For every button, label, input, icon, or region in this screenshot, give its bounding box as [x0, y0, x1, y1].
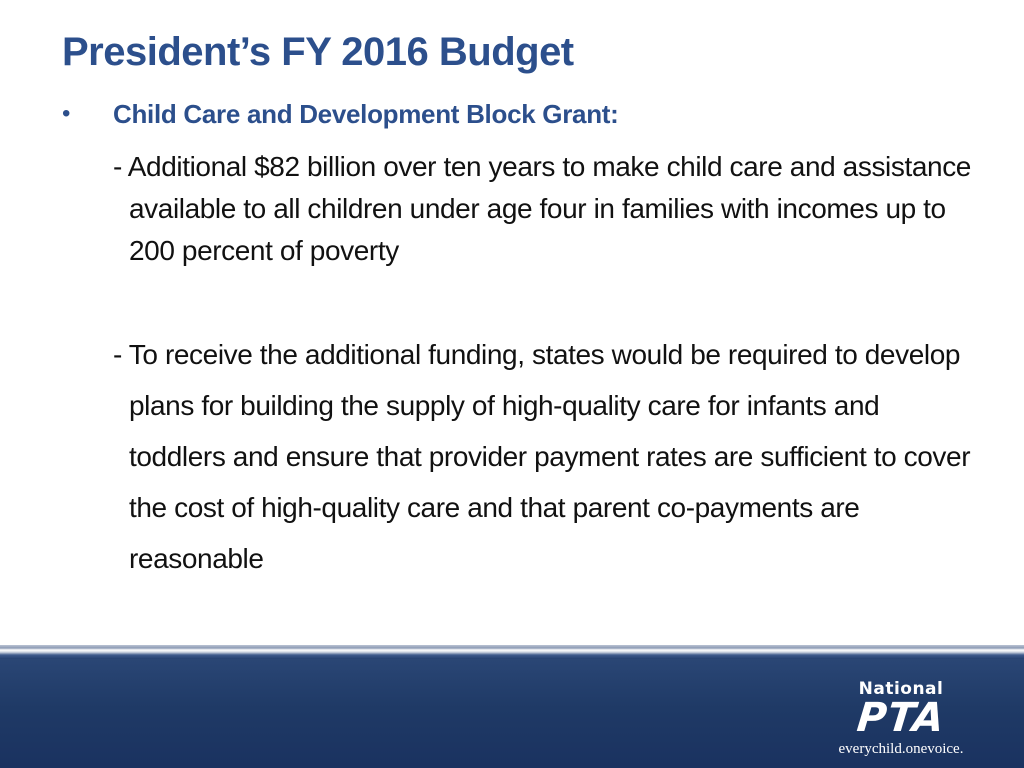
slide-title: President’s FY 2016 Budget [62, 30, 574, 74]
logo-pta-text: PTA [854, 695, 948, 741]
logo-tagline: everychild.onevoice. [838, 741, 964, 757]
national-pta-logo [826, 679, 976, 763]
bullet-marker: • [62, 100, 71, 127]
bullet-heading: Child Care and Development Block Grant: [113, 99, 619, 129]
footer-divider [0, 645, 1024, 659]
sub-point-funding: - Additional $82 billion over ten years to make child care and assistance available to all children under age four in families with incomes up to 200 percent of poverty [113, 151, 971, 266]
bullet-item [62, 96, 962, 132]
footer-band [0, 659, 1024, 768]
logo-national-text: National [858, 679, 944, 699]
footer-banner [0, 645, 1024, 768]
sub-point-requirements: - To receive the additional funding, states would be required to develop plans for building the supply of high-quality care for infants and toddlers and ensure that provider payment rates are sufficient to cover the cost of high-quality care and that parent co-payments are reasonable [113, 339, 971, 574]
